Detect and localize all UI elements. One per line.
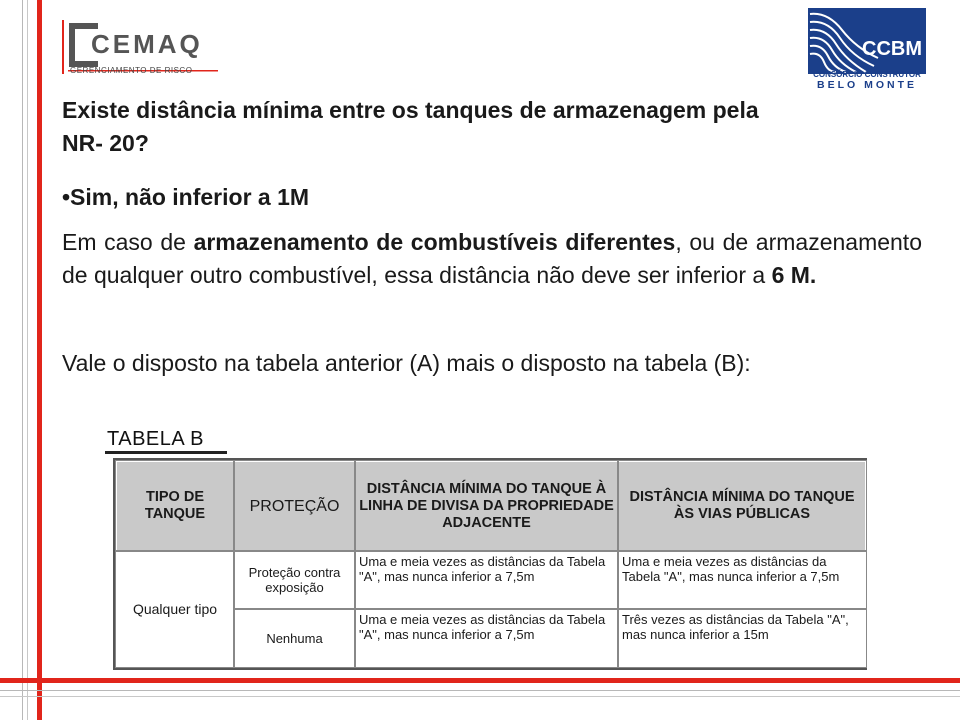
table-header-row xyxy=(116,461,866,551)
explanation-paragraph xyxy=(62,226,922,292)
table-header-cell: PROTEÇÃO xyxy=(234,461,355,551)
frame-line-vertical-gray xyxy=(22,0,23,720)
table-header-cell: TIPO DE TANQUE xyxy=(116,461,234,551)
reference-paragraph: Vale o disposto na tabela anterior (A) mais o disposto na tabela (B): xyxy=(62,350,751,376)
table-cell-divisa: Uma e meia vezes as distâncias da Tabela "A", mas nunca inferior a 7,5m xyxy=(355,551,618,609)
explanation-bold-value: 6 M. xyxy=(771,262,817,288)
table-title: TABELA B xyxy=(107,428,205,450)
answer-bullet: •Sim, não inferior a 1M xyxy=(62,184,310,210)
explanation-text: Em caso de xyxy=(62,229,194,255)
explanation-bold-text: armazenamento de combustíveis diferentes xyxy=(193,229,676,255)
frame-line-vertical-gray xyxy=(27,0,28,720)
table-cell-vias: Três vezes as distâncias da Tabela "A", mas nunca inferior a 15m xyxy=(618,609,866,667)
table-b xyxy=(115,460,867,668)
table-cell-protecao: Proteção contra exposição xyxy=(234,551,355,609)
frame-line-vertical-red xyxy=(37,0,42,720)
ccbm-logo-text: CCBM xyxy=(862,38,922,60)
table-title-underline xyxy=(105,451,227,454)
table-header-cell: DISTÂNCIA MÍNIMA DO TANQUE À LINHA DE DIVISA DA PROPRIEDADE ADJACENTE xyxy=(355,461,618,551)
cemaq-logo-text: CEMAQ xyxy=(91,29,203,59)
table-cell-vias: Uma e meia vezes as distâncias da Tabela "A", mas nunca inferior a 7,5m xyxy=(618,551,866,609)
explanation-text: , ou de armazenamento de qualquer outro combustível, essa distância não deve ser inferior a xyxy=(62,229,922,288)
frame-line-horizontal-red xyxy=(0,678,960,683)
ccbm-logo-subtitle: CONSÓRCIO CONSTRUTOR xyxy=(813,70,921,79)
table-cell-protecao: Nenhuma xyxy=(234,609,355,667)
frame-line-horizontal-gray xyxy=(0,690,960,691)
ccbm-logo-subtitle-2: BELO MONTE xyxy=(817,79,917,91)
question-heading: Existe distância mínima entre os tanques de armazenagem pela NR- 20? xyxy=(62,97,759,156)
frame-line-horizontal-gray xyxy=(0,696,960,697)
table-cell-divisa: Uma e meia vezes as distâncias da Tabela "A", mas nunca inferior a 7,5m xyxy=(355,609,618,667)
table-b-image xyxy=(113,458,867,670)
cemaq-logo-subtitle: GERENCIAMENTO DE RISCO xyxy=(70,66,193,75)
table-row xyxy=(116,551,866,609)
table-cell-tipo: Qualquer tipo xyxy=(116,551,234,667)
table-header-cell: DISTÂNCIA MÍNIMA DO TANQUE ÀS VIAS PÚBLICAS xyxy=(618,461,866,551)
